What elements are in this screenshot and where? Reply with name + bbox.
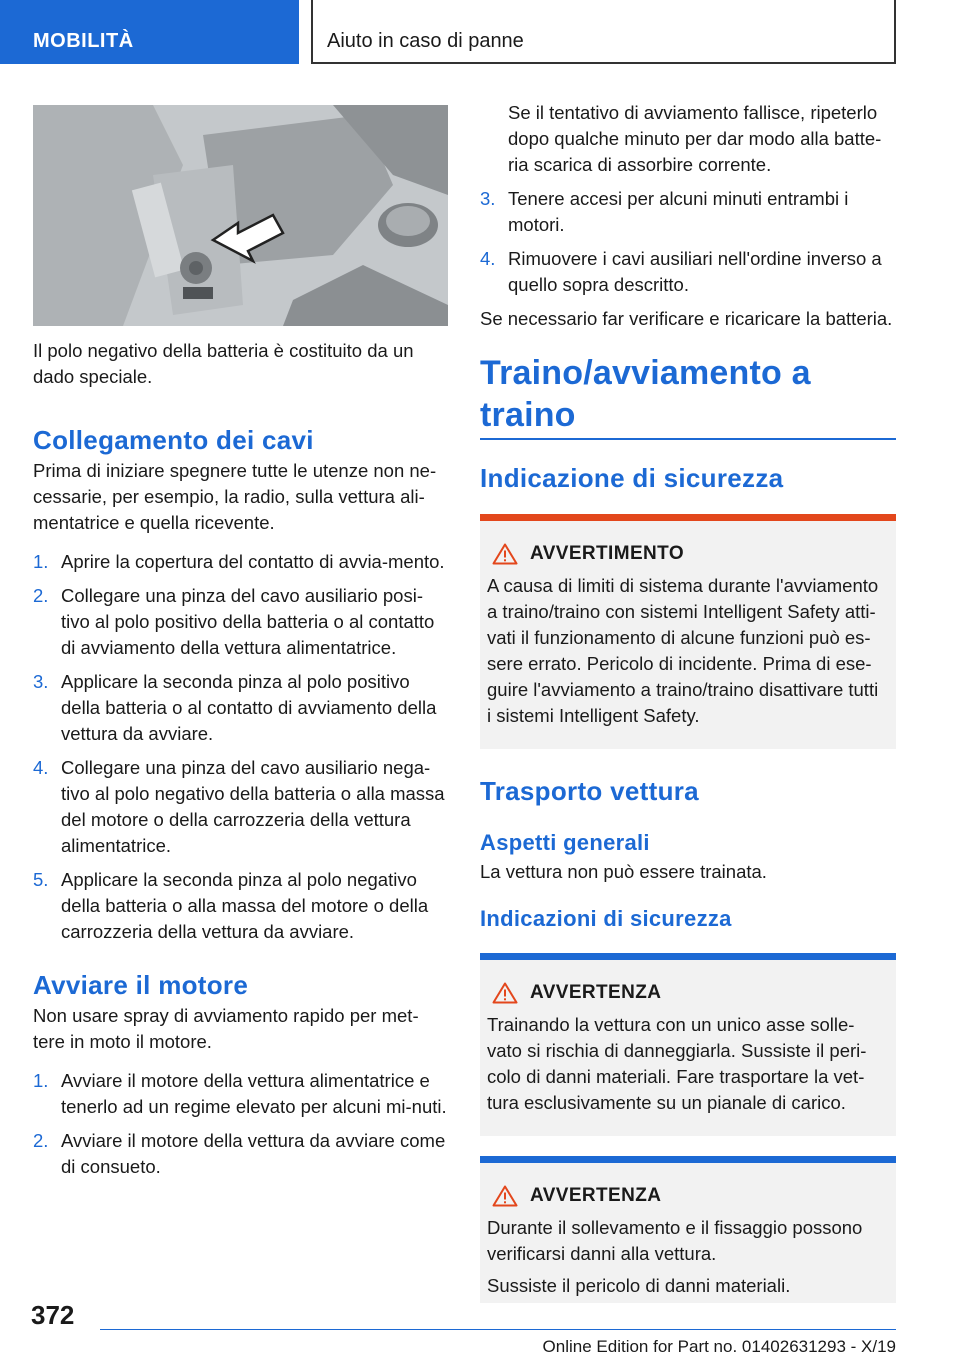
step-text: Collegare una pinza del cavo ausiliario nega-tivo al polo negativo della batteria o alla massa del motore o della carrozzeria della vettura alimentatrice. <box>61 757 445 856</box>
section-label: MOBILITÀ <box>33 30 134 52</box>
step-text: Rimuovere i cavi ausiliari nell'ordine inverso a quello sopra descritto. <box>508 248 882 295</box>
list-item <box>33 1068 448 1120</box>
step-text: Applicare la seconda pinza al polo negativo della batteria o alla massa del motore o della carrozzeria della vettura da avviare. <box>61 869 429 942</box>
list-item <box>33 583 448 661</box>
step-text: Tenere accesi per alcuni minuti entrambi i motori. <box>508 188 849 235</box>
warning-text: A causa di limiti di sistema durante l'avviamento a traino/traino con sistemi Intelligent Safety atti-vati il funzionamento di alcune funzioni può es-sere errato. Pericolo di incidente. Prima di ese-guire l'avviamento a traino/traino disattivare tutti i sistemi Intelligent Safety. <box>487 575 879 726</box>
warning-box <box>480 514 896 749</box>
page-number: 372 <box>31 1300 75 1330</box>
step-number: 4. <box>33 757 49 778</box>
list-item <box>33 549 448 575</box>
towing-heading: Traino/avviamento a traino <box>480 354 811 434</box>
step-number: 2. <box>33 585 49 606</box>
warning-triangle-icon <box>492 982 518 1004</box>
caution-title <box>490 1185 886 1207</box>
safety-heading: Indicazione di sicurezza <box>480 463 784 493</box>
chapter-tab <box>311 0 896 64</box>
connect-intro: Prima di iniziare spegnere tutte le utenze non ne-cessarie, per esempio, la radio, sulla vettura ali-mentatrice e quella ricevente. <box>33 460 437 533</box>
engine-bay-photo <box>33 105 448 326</box>
step-number: 2. <box>33 1130 49 1151</box>
footer-rule <box>100 1329 896 1330</box>
start-intro: Non usare spray di avviamento rapido per met-tere in moto il motore. <box>33 1005 419 1052</box>
list-item <box>480 246 896 298</box>
caution-label: AVVERTENZA <box>530 1185 662 1206</box>
list-item <box>480 186 896 238</box>
continued-text: Se il tentativo di avviamento fallisce, ripeterlo dopo qualche minuto per dar modo alla batte-ria scarica di assorbire corrente. <box>508 102 882 175</box>
connect-steps <box>33 549 448 945</box>
warning-label: AVVERTIMENTO <box>530 543 684 564</box>
caution-label: AVVERTENZA <box>530 982 662 1003</box>
battery-note: Se necessario far verificare e ricaricare la batteria. <box>480 308 893 329</box>
caution-text: Sussiste il pericolo di danni materiali. <box>487 1275 791 1296</box>
list-item <box>33 755 448 859</box>
edition-note: Online Edition for Part no. 01402631293 - X/19 <box>542 1337 896 1356</box>
engine-bay-illustration <box>33 105 448 326</box>
caution-text: Durante il sollevamento e il fissaggio possono verificarsi danni alla vettura. <box>487 1217 863 1264</box>
safety-notes-heading: Indicazioni di sicurezza <box>480 906 732 931</box>
step-text: Aprire la copertura del contatto di avvia-mento. <box>61 551 445 572</box>
section-tab <box>0 0 299 64</box>
general-heading: Aspetti generali <box>480 830 650 855</box>
photo-caption: Il polo negativo della batteria è costituito da un dado speciale. <box>33 340 414 387</box>
left-column <box>33 105 448 1180</box>
step-text: Avviare il motore della vettura alimentatrice e tenerlo ad un regime elevato per alcuni mi-nuti. <box>61 1070 447 1117</box>
warning-triangle-icon <box>492 543 518 565</box>
start-steps <box>33 1068 448 1180</box>
step-text: Collegare una pinza del cavo ausiliario posi-tivo al polo positivo della batteria o al contatto di avviamento della vettura alimentatrice. <box>61 585 435 658</box>
chapter-label: Aiuto in caso di panne <box>327 30 524 52</box>
step-number: 5. <box>33 869 49 890</box>
step-text: Avviare il motore della vettura da avviare come di consueto. <box>61 1130 446 1177</box>
caution-box <box>480 953 896 1136</box>
continued-steps <box>480 186 896 298</box>
caution-box <box>480 1156 896 1303</box>
warning-title <box>490 543 886 565</box>
step-text: Applicare la seconda pinza al polo positivo della batteria o al contatto di avviamento della vettura da avviare. <box>61 671 437 744</box>
heading-rule <box>480 438 896 440</box>
list-item <box>33 669 448 747</box>
step-number: 4. <box>480 248 496 269</box>
step-number: 3. <box>33 671 49 692</box>
transport-heading: Trasporto vettura <box>480 776 699 806</box>
step-number: 3. <box>480 188 496 209</box>
caution-text: Trainando la vettura con un unico asse solle-vato si rischia di danneggiarla. Sussiste il peri-colo di danni materiali. Fare trasportare la vet-tura esclusivamente su un pianale di carico. <box>487 1014 867 1113</box>
caution-title <box>490 982 886 1004</box>
step-number: 1. <box>33 1070 49 1091</box>
connect-cables-heading: Collegamento dei cavi <box>33 425 314 455</box>
general-text: La vettura non può essere trainata. <box>480 861 767 882</box>
step-number: 1. <box>33 551 49 572</box>
right-column <box>480 100 896 1303</box>
start-engine-heading: Avviare il motore <box>33 970 249 1000</box>
warning-triangle-icon <box>492 1185 518 1207</box>
list-item <box>33 867 448 945</box>
list-item <box>33 1128 448 1180</box>
